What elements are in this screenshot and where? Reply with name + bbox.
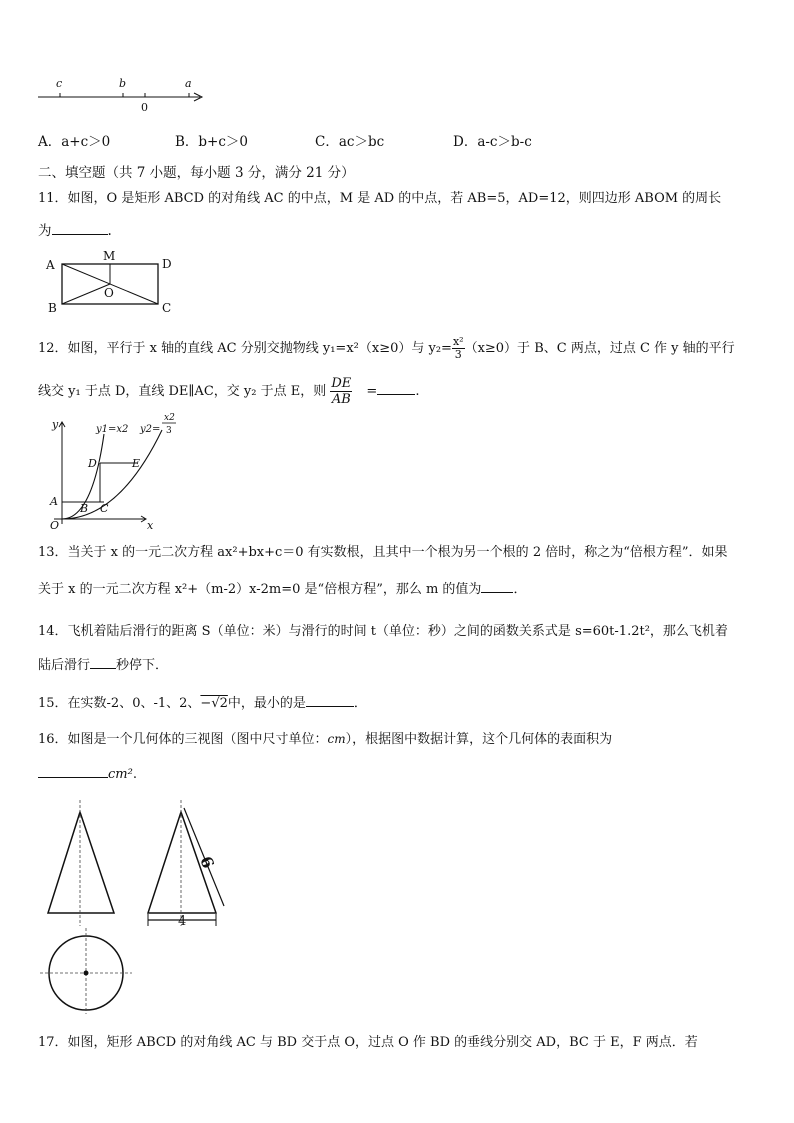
q12-equals: = xyxy=(366,384,378,399)
q13-line1: 13．当关于 x 的一元二次方程 ax²+bx+c＝0 有实数根，且其中一个根为另一个根的 2 倍时，称之为“倍根方程”．如果 xyxy=(38,545,728,560)
point-m: M xyxy=(103,249,116,263)
label-zero: 0 xyxy=(141,101,148,114)
option-c: C．ac＞bc xyxy=(315,134,385,150)
q12-ratio xyxy=(330,376,352,407)
q16-end: . xyxy=(132,767,137,782)
three-view-figure xyxy=(36,796,256,1016)
q15-text-b: 中，最小的是 xyxy=(227,696,306,711)
q12-frac-den: 3 xyxy=(454,348,462,361)
top-view-apex-dot xyxy=(84,971,89,976)
q11-suffix: . xyxy=(107,223,112,239)
section-title: 二、填空题（共 7 小题，每小题 3 分，满分 21 分） xyxy=(38,165,355,181)
q16-text-b: ），根据图中数据计算，这个几何体的表面积为 xyxy=(345,732,613,747)
q12-fraction xyxy=(452,336,465,361)
q16-text-a: 16．如图是一个几何体的三视图（图中尺寸单位： xyxy=(38,732,328,747)
q13-answer-blank xyxy=(481,580,513,593)
axis-x-label: x xyxy=(147,519,154,532)
q17-line1: 17．如图，矩形 ABCD 的对角线 AC 与 BD 交于点 O，过点 O 作 BD 的垂线分别交 AD，BC 于 E，F 两点．若 xyxy=(38,1035,698,1050)
q12-text-b: （x≥0）于 B、C 两点，过点 C 作 y 轴的平行 xyxy=(464,341,735,356)
option-a: A．a+c＞0 xyxy=(38,134,111,150)
point-d: D xyxy=(162,257,172,271)
q13-text: 关于 x 的一元二次方程 x²+（m-2）x-2m=0 是“倍根方程”，那么 m 的值为 xyxy=(38,582,482,597)
q15-text-a: 15．在实数-2、0、-1、2、 xyxy=(38,696,201,711)
q12-end: . xyxy=(415,384,420,399)
point-c: C xyxy=(162,301,172,315)
slant-length-label: 6 xyxy=(196,853,218,871)
q16-answer-blank xyxy=(38,765,108,778)
q12-text-a: 12．如图，平行于 x 轴的直线 AC 分别交抛物线 y₁=x²（x≥0）与 y₂= xyxy=(38,341,452,356)
q12-line1 xyxy=(38,336,735,361)
point-a-label: A xyxy=(50,495,58,508)
ratio-den: AB xyxy=(331,392,351,407)
q15-line xyxy=(38,692,367,711)
point-b-label: B xyxy=(80,502,89,515)
q13-line2 xyxy=(38,578,526,597)
segment-bo xyxy=(62,284,110,304)
q14-answer-blank xyxy=(90,656,116,669)
point-a: A xyxy=(46,258,55,272)
curve-y2 xyxy=(62,430,162,519)
ratio-num: DE xyxy=(331,376,352,391)
base-length-label: 4 xyxy=(178,914,187,929)
option-d: D．a-c＞b-c xyxy=(453,134,532,150)
q16-line1 xyxy=(38,728,612,747)
label-c: c xyxy=(56,77,63,90)
q11-rectangle-figure xyxy=(40,246,190,316)
curve-y1-label: y1=x2 xyxy=(96,424,129,435)
q16-unit: cm xyxy=(327,732,346,746)
point-d-label: D xyxy=(88,457,97,470)
label-b: b xyxy=(119,77,127,90)
origin-label: O xyxy=(50,519,60,532)
point-b: B xyxy=(48,301,57,315)
q16-unit-squared: cm² xyxy=(108,767,133,782)
q12-text-c: 线交 y₁ 于点 D，直线 DE∥AC，交 y₂ 于点 E，则 xyxy=(38,384,327,399)
point-o: O xyxy=(104,286,114,300)
number-line-figure xyxy=(30,72,220,117)
q14-line2 xyxy=(38,654,168,673)
point-e-label: E xyxy=(132,457,141,470)
q11-line2 xyxy=(38,219,112,239)
q14-line1: 14．飞机着陆后滑行的距离 S（单位：米）与滑行的时间 t（单位：秒）之间的函数关系式是 s=60t-1.2t²，那么飞机着 xyxy=(38,624,728,639)
point-c-label: C xyxy=(100,502,109,515)
q15-radical: −√2 xyxy=(200,696,228,711)
axis-y-label: y xyxy=(52,418,59,431)
q12-answer-blank xyxy=(377,382,415,395)
q15-answer-blank xyxy=(306,694,354,707)
q12-frac-num: x² xyxy=(452,335,464,348)
q14-text-a: 陆后滑行 xyxy=(38,658,91,673)
q12-line2 xyxy=(38,376,419,407)
q11-answer-blank xyxy=(52,222,108,235)
option-b: B．b+c＞0 xyxy=(175,134,249,150)
q13-end: ． xyxy=(513,582,527,597)
curve-y2-num: x2 xyxy=(164,413,175,423)
curve-y2-den: 3 xyxy=(166,426,172,436)
q11-line1: 11．如图，O 是矩形 ABCD 的对角线 AC 的中点，M 是 AD 的中点，若 AB=5，AD=12，则四边形 ABOM 的周长 xyxy=(38,191,722,206)
curve-y2-label: y2= xyxy=(140,424,161,435)
label-a: a xyxy=(185,77,192,90)
q12-parabola-figure xyxy=(44,412,194,534)
q15-end: ． xyxy=(353,696,367,711)
front-view-triangle xyxy=(48,812,114,913)
q16-line2 xyxy=(38,765,137,782)
q14-text-b: 秒停下． xyxy=(116,658,169,673)
q11-prefix: 为 xyxy=(38,223,52,239)
